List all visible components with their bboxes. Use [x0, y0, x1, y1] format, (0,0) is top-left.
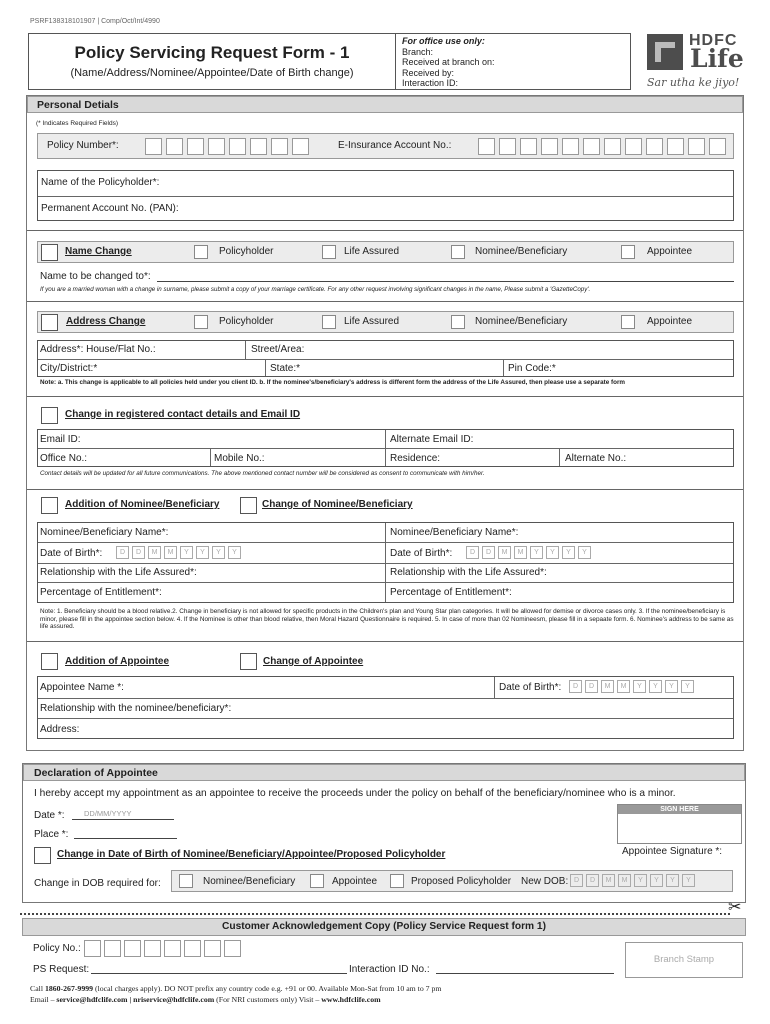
name-changed-to-field[interactable]: [157, 271, 734, 282]
ack-ps-request-label: PS Request:: [33, 964, 90, 975]
office-use-title: For office use only:: [402, 36, 485, 46]
nominee-percentage-label-2[interactable]: Percentage of Entitlement*:: [390, 587, 512, 598]
nominee-relationship-label-2[interactable]: Relationship with the Life Assured*:: [390, 567, 547, 578]
dob-required-label: Change in DOB required for:: [34, 878, 161, 889]
addr-opt-policyholder-checkbox[interactable]: [194, 315, 208, 329]
declaration-place-label: Place *:: [34, 829, 69, 840]
holder-box: [37, 170, 734, 221]
footer-emails[interactable]: service@hdfclife.com | nriservice@hdfclife.com: [56, 995, 215, 1004]
contact-change-title: Change in registered contact details and Email ID: [65, 409, 301, 420]
address-house-label[interactable]: Address*: House/Flat No.:: [40, 344, 156, 355]
sign-here-box[interactable]: [617, 804, 742, 844]
form-title: Policy Servicing Request Form - 1: [74, 43, 350, 62]
nominee-dob-boxes-1[interactable]: D D M M Y Y Y Y: [116, 546, 244, 559]
sign-here-label: SIGN HERE: [618, 805, 741, 814]
change-nominee-title: Change of Nominee/Beneficiary: [262, 499, 413, 510]
nominee-dob-label-2: Date of Birth*:: [390, 548, 453, 559]
dob-change-title: Change in Date of Birth of Nominee/Beneficiary/Appointee/Proposed Policyholder: [57, 849, 446, 860]
declaration-section: [22, 763, 746, 903]
dob-opt-proposed-checkbox[interactable]: [390, 874, 404, 888]
ack-policy-no-boxes[interactable]: [84, 940, 244, 957]
appointee-name-label[interactable]: Appointee Name *:: [40, 682, 124, 693]
nominee-name-label-2[interactable]: Nominee/Beneficiary Name*:: [390, 527, 519, 538]
footer-website[interactable]: www.hdfclife.com: [321, 995, 381, 1004]
contact-change-checkbox[interactable]: [41, 407, 58, 424]
einsurance-boxes[interactable]: [478, 138, 730, 155]
address-change-title: Address Change: [66, 316, 146, 327]
address-state-label[interactable]: State:*: [270, 363, 301, 374]
ack-interaction-label: Interaction ID No.:: [349, 964, 430, 975]
name-change-note: If you are a married woman with a change in surname, please submit a copy of your marriage certificate. For any other request involving significant changes in the name, Please submit a 'GazetteCopy'.: [40, 286, 591, 293]
title-box: [28, 33, 396, 90]
ack-interaction-field[interactable]: [436, 962, 614, 974]
addr-opt-nominee: Nominee/Beneficiary: [475, 316, 568, 327]
form-subtitle: (Name/Address/Nominee/Appointee/Date of Birth change): [70, 67, 354, 79]
personal-details-header: Personal Detials: [27, 96, 743, 113]
name-opt-life-assured-checkbox[interactable]: [322, 245, 336, 259]
address-change-bar: [37, 311, 734, 333]
add-nominee-checkbox[interactable]: [41, 497, 58, 514]
change-nominee-checkbox[interactable]: [240, 497, 257, 514]
mobile-no-label[interactable]: Mobile No.:: [214, 453, 265, 464]
alternate-no-label[interactable]: Alternate No.:: [565, 453, 627, 464]
addr-opt-appointee: Appointee: [647, 316, 693, 327]
nominee-percentage-label-1[interactable]: Percentage of Entitlement*:: [40, 587, 162, 598]
addr-opt-policyholder: Policyholder: [219, 316, 274, 327]
required-note: (* Indicates Required Fields): [36, 120, 119, 127]
name-changed-to-label: Name to be changed to*:: [40, 271, 151, 282]
declaration-date-label: Date *:: [34, 810, 65, 821]
add-nominee-title: Addition of Nominee/Beneficiary: [65, 499, 220, 510]
new-dob-boxes[interactable]: D D M M Y Y Y Y: [570, 874, 698, 887]
add-appointee-title: Addition of Appointee: [65, 656, 170, 667]
main-form: [26, 95, 744, 751]
scissors-icon: ✂: [728, 899, 742, 916]
logo-brand-top: HDFC: [689, 32, 738, 49]
name-change-checkbox[interactable]: [41, 244, 58, 261]
addr-opt-life-assured: Life Assured: [344, 316, 400, 327]
change-appointee-title: Change of Appointee: [263, 656, 364, 667]
dob-change-checkbox[interactable]: [34, 847, 51, 864]
einsurance-label: E-Insurance Account No.:: [338, 140, 452, 151]
office-branch: Branch:: [402, 46, 434, 57]
office-use-box: [395, 33, 631, 90]
name-opt-nominee-checkbox[interactable]: [451, 245, 465, 259]
email-label[interactable]: Email ID:: [40, 434, 81, 445]
footer-email-label: Email –: [30, 995, 57, 1004]
dob-opt-appointee-checkbox[interactable]: [310, 874, 324, 888]
form-code: PSRF138318101907 | Comp/Oct/Int/4990: [30, 18, 160, 25]
date-placeholder: DD/MM/YYYY: [84, 809, 132, 818]
dob-opt-nominee-checkbox[interactable]: [179, 874, 193, 888]
nominee-dob-boxes-2[interactable]: D D M M Y Y Y Y: [466, 546, 594, 559]
ack-header: Customer Acknowledgement Copy (Policy Service Request form 1): [22, 918, 746, 936]
policy-number-row: [37, 133, 734, 159]
name-change-title: Name Change: [65, 246, 132, 257]
appointee-relationship-label[interactable]: Relationship with the nominee/beneficiary*:: [40, 703, 232, 714]
declaration-date-field[interactable]: [72, 808, 174, 820]
logo-mark-icon: [647, 34, 683, 70]
dob-opt-appointee: Appointee: [332, 876, 378, 887]
ack-ps-request-field[interactable]: [91, 962, 347, 974]
logo-brand-bottom: Life: [690, 44, 744, 73]
footer-visit-label: (For NRI customers only) Visit –: [214, 995, 322, 1004]
nominee-note: Note: 1. Beneficiary should be a blood relative.2. Change in beneficiary is not allowed for specific products in the Children's plan and Young Star plan categories. It will be allowed for demise or divorce cases only. 3. If the nominee/beneficiary is minor, please fill in the appointee section below. 4. If the Nominee is other than blood relative, then Moral Hazard Questionnaire is required. 5. In case of more than 02 Nomineesm, please fill in a sepaate form. 6. Nominee's address to be same as life assured.: [40, 608, 734, 631]
dob-opt-nominee: Nominee/Beneficiary: [203, 876, 296, 887]
office-interaction: Interaction ID:: [402, 78, 459, 88]
appointee-signature-label: Appointee Signature *:: [622, 846, 723, 857]
name-opt-policyholder: Policyholder: [219, 246, 274, 257]
holder-name-label[interactable]: Name of the Policyholder*:: [41, 177, 160, 188]
cut-line: [20, 913, 730, 915]
dob-opt-proposed: Proposed Policyholder: [411, 876, 512, 887]
footer-line-1: [30, 984, 442, 993]
contact-note: Contact details will be updated for all future communications. The above mentioned contact number will be considered as consent to communicate with him/her.: [40, 470, 485, 477]
declaration-text: I hereby accept my appointment as an appointee to receive the proceeds under the policy on behalf of the beneficiary/nominee who is a minor.: [34, 788, 676, 799]
address-note: Note: a. This change is applicable to all policies held under you client ID. b. If the nominee's/beneficiary's address is different form the address of the Life Assured, then please use a separate form: [40, 379, 626, 386]
address-city-label[interactable]: City/District:*: [40, 363, 98, 374]
pan-label[interactable]: Permanent Account No. (PAN):: [41, 203, 179, 214]
name-opt-appointee: Appointee: [647, 246, 693, 257]
appointee-table: [37, 676, 734, 739]
logo-tagline: Sar utha ke jiyo!: [647, 76, 740, 89]
branch-stamp-box: [625, 942, 743, 978]
name-opt-policyholder-checkbox[interactable]: [194, 245, 208, 259]
office-received-by: Received by:: [402, 67, 455, 78]
branch-stamp-label: Branch Stamp: [653, 954, 715, 965]
nominee-table: [37, 522, 734, 603]
footer-line-2: [30, 995, 381, 1004]
nominee-name-label-1[interactable]: Nominee/Beneficiary Name*:: [40, 527, 169, 538]
addr-opt-nominee-checkbox[interactable]: [451, 315, 465, 329]
address-pin-label[interactable]: Pin Code:*: [508, 363, 556, 374]
policy-number-boxes[interactable]: [145, 138, 313, 155]
address-change-checkbox[interactable]: [41, 314, 58, 331]
office-no-label[interactable]: Office No.:: [40, 453, 88, 464]
appointee-dob-label: Date of Birth*:: [499, 682, 562, 693]
appointee-dob-boxes[interactable]: D D M M Y Y Y Y: [569, 680, 697, 693]
contact-table: [37, 429, 734, 467]
office-received-on: Received at branch on:: [402, 57, 495, 67]
hdfc-life-logo: [647, 32, 747, 92]
addr-opt-appointee-checkbox[interactable]: [621, 315, 635, 329]
appointee-address-label[interactable]: Address:: [40, 724, 80, 735]
declaration-header: Declaration of Appointee: [23, 764, 745, 781]
nominee-relationship-label-1[interactable]: Relationship with the Life Assured*:: [40, 567, 197, 578]
policy-number-label: Policy Number*:: [47, 140, 119, 151]
name-change-bar: [37, 241, 734, 263]
new-dob-label: New DOB:: [521, 876, 569, 887]
dob-options-bar: [171, 870, 733, 892]
residence-label[interactable]: Residence:: [390, 453, 441, 464]
name-opt-nominee: Nominee/Beneficiary: [475, 246, 568, 257]
address-street-label[interactable]: Street/Area:: [251, 344, 305, 355]
footer-phone[interactable]: 1860-267-9999: [44, 984, 94, 993]
footer-call-label: Call: [30, 984, 45, 993]
name-opt-appointee-checkbox[interactable]: [621, 245, 635, 259]
ack-policy-no-label: Policy No.:: [33, 943, 81, 954]
alt-email-label[interactable]: Alternate Email ID:: [390, 434, 474, 445]
addr-opt-life-assured-checkbox[interactable]: [322, 315, 336, 329]
add-appointee-checkbox[interactable]: [41, 653, 58, 670]
name-opt-life-assured: Life Assured: [344, 246, 400, 257]
footer-call-details: (local charges apply). DO NOT prefix any country code e.g. +91 or 00. Available Mon-Sat from 10 am to 7 pm: [93, 984, 442, 993]
acknowledgement-section: [22, 918, 746, 982]
declaration-place-field[interactable]: [74, 827, 177, 839]
nominee-dob-label-1: Date of Birth*:: [40, 548, 103, 559]
change-appointee-checkbox[interactable]: [240, 653, 257, 670]
address-table: [37, 340, 734, 377]
